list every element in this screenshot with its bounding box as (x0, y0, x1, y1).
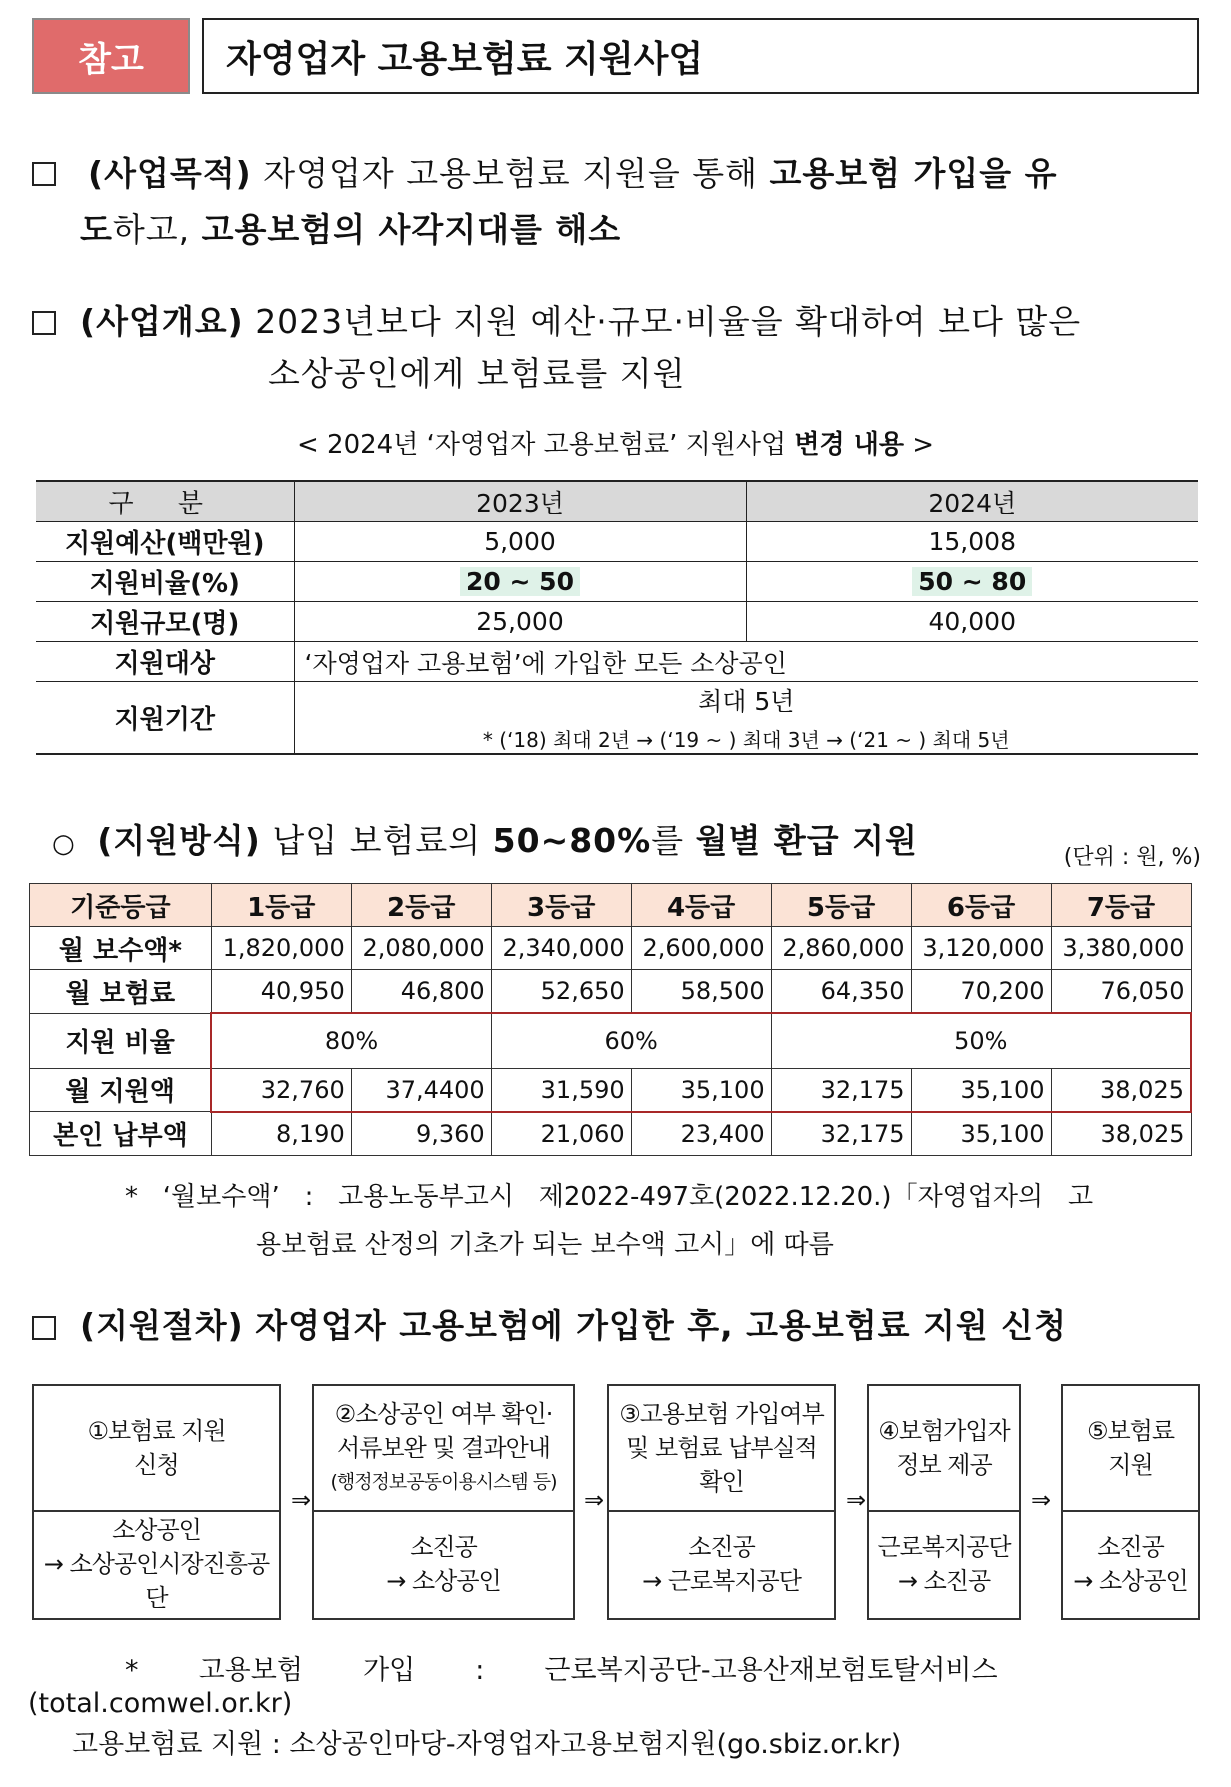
header-cell: 2등급 (351, 884, 491, 927)
table-row (36, 522, 1198, 562)
method-label: (지원방식) (97, 821, 261, 860)
method-line (52, 815, 918, 870)
row-label: 지원규모(명) (36, 602, 294, 642)
premium-cell: 40,950 (211, 970, 351, 1014)
table-row (36, 682, 1198, 755)
header-cell: 5등급 (771, 884, 911, 927)
salary-cell: 2,600,000 (631, 927, 771, 970)
flow-arrow-icon: ⇒ (1031, 1486, 1052, 1514)
flow-step-1 (32, 1384, 281, 1620)
caption-pre: < 2024년 ‘자영업자 고용보험료’ 지원사업 (296, 430, 787, 460)
flow-step-bottom (314, 1510, 573, 1618)
purpose-line1 (88, 148, 1203, 200)
selfpay-cell: 8,190 (211, 1112, 351, 1156)
salary-cell: 3,120,000 (911, 927, 1051, 970)
procedure-label: (지원절차) (80, 1306, 244, 1345)
caption-bold: 변경 내용 (794, 430, 904, 460)
row-label: 월 지원액 (30, 1068, 212, 1112)
support-cell: 32,760 (211, 1068, 351, 1112)
procedure-checkbox (32, 1316, 56, 1340)
cell-2024 (746, 562, 1198, 602)
selfpay-cell: 38,025 (1051, 1112, 1191, 1156)
cell-2024: 15,008 (746, 522, 1198, 562)
table-row (36, 602, 1198, 642)
purpose-text2: 하고, (112, 210, 191, 249)
target-value: ‘자영업자 고용보험’에 가입한 모든 소상공인 (294, 642, 1198, 682)
step-text: 확인 (699, 1468, 744, 1496)
footnote-links-line2: (total.comwel.or.kr) (28, 1688, 293, 1719)
flow-step-bottom (34, 1510, 279, 1618)
flow-step-5 (1061, 1384, 1200, 1620)
cell-2023: 25,000 (294, 602, 746, 642)
table-row (36, 642, 1198, 682)
purpose-text: 자영업자 고용보험료 지원을 통해 (263, 154, 758, 193)
overview-label: (사업개요) (80, 302, 244, 341)
header-cell: 6등급 (911, 884, 1051, 927)
flow-step-bottom (869, 1510, 1019, 1618)
salary-cell: 1,820,000 (211, 927, 351, 970)
table1-caption (0, 424, 1231, 461)
step-subtext: (행정정보공동이용시스템 등) (330, 1471, 557, 1493)
row-label: 월 보수액* (30, 927, 212, 970)
table-row (30, 1112, 1192, 1156)
step-actor: 소진공 (410, 1533, 477, 1561)
row-label: 본인 납부액 (30, 1112, 212, 1156)
table-row (30, 970, 1192, 1014)
overview-line1 (80, 296, 1205, 348)
header-cell: 1등급 (211, 884, 351, 927)
selfpay-cell: 35,100 (911, 1112, 1051, 1156)
step-text: 정보 제공 (896, 1451, 992, 1479)
header-cell: 4등급 (631, 884, 771, 927)
period-value: 최대 5년 (698, 687, 795, 716)
reference-tag: 참고 (32, 18, 190, 94)
step-actor: → 소상공인시장진흥공단 (43, 1550, 270, 1612)
selfpay-cell: 21,060 (491, 1112, 631, 1156)
caption-post: > (912, 430, 935, 460)
flow-arrow-icon: ⇒ (584, 1486, 605, 1514)
header-cell: 구 분 (36, 481, 294, 522)
period-note: * (‘18) 최대 2년 → (‘19 ~ ) 최대 3년 → (‘21 ~ ) 최대 5년 (482, 728, 1010, 752)
footnote-links-line3: 고용보험료 지원 : 소상공인마당-자영업자고용보험지원(go.sbiz.or.kr) (72, 1729, 902, 1760)
cell-2023: 5,000 (294, 522, 746, 562)
footnote-salary-line2: 용보험료 산정의 기초가 되는 보수액 고시」에 따름 (256, 1230, 834, 1260)
selfpay-cell: 32,175 (771, 1112, 911, 1156)
overview-line2: 소상공인에게 보험료를 지원 (268, 354, 686, 393)
unit-note: (단위 : 원, %) (1063, 845, 1201, 870)
period-cell (294, 682, 1198, 755)
table-row (30, 1013, 1192, 1068)
step-text: 서류보완 및 결과안내 (337, 1434, 550, 1462)
table-row (30, 927, 1192, 970)
salary-cell: 3,380,000 (1051, 927, 1191, 970)
row-label: 지원대상 (36, 642, 294, 682)
purpose-line2 (80, 204, 621, 256)
purpose-label: (사업목적) (88, 154, 252, 193)
bullet-icon: ○ (52, 829, 76, 859)
support-cell: 35,100 (911, 1068, 1051, 1112)
header-cell: 2023년 (294, 481, 746, 522)
step-text: 지원 (1108, 1451, 1153, 1479)
support-cell: 38,025 (1051, 1068, 1191, 1112)
flow-arrow-icon: ⇒ (291, 1486, 312, 1514)
step-actor: 소상공인 (112, 1516, 201, 1544)
cell-2023 (294, 562, 746, 602)
flow-step-3 (607, 1384, 836, 1620)
selfpay-cell: 9,360 (351, 1112, 491, 1156)
purpose-bold: 고용보험 가입을 유 (769, 154, 1058, 193)
flow-step-top (869, 1386, 1019, 1512)
flow-step-4 (867, 1384, 1021, 1620)
support-cell: 31,590 (491, 1068, 631, 1112)
procedure-line (80, 1300, 1067, 1352)
method-text2: 를 (651, 821, 685, 860)
step-actor: → 소상공인 (1073, 1567, 1188, 1595)
premium-cell: 70,200 (911, 970, 1051, 1014)
premium-cell: 58,500 (631, 970, 771, 1014)
step-actor: 근로복지공단 (877, 1533, 1011, 1561)
selfpay-cell: 23,400 (631, 1112, 771, 1156)
header-cell: 3등급 (491, 884, 631, 927)
row-label: 지원 비율 (30, 1013, 212, 1068)
premium-cell: 46,800 (351, 970, 491, 1014)
ratio-cell: 80% (211, 1013, 491, 1068)
flow-step-top (34, 1386, 279, 1512)
header-cell: 기준등급 (30, 884, 212, 927)
flow-step-bottom (1063, 1510, 1198, 1618)
table-row (36, 481, 1198, 522)
header-cell: 7등급 (1051, 884, 1191, 927)
table-row (36, 562, 1198, 602)
change-table (36, 480, 1198, 755)
row-label: 월 보험료 (30, 970, 212, 1014)
salary-cell: 2,860,000 (771, 927, 911, 970)
purpose-bold-a: 도 (80, 210, 113, 249)
overview-text1: 2023년보다 지원 예산·규모·비율을 확대하여 보다 많은 (255, 302, 1082, 341)
grade-table (29, 883, 1192, 1156)
step-text: ①보험료 지원 (87, 1417, 226, 1445)
table-row (30, 884, 1192, 927)
step-actor: → 소상공인 (386, 1567, 501, 1595)
flow-step-top (1063, 1386, 1198, 1512)
row-label: 지원기간 (36, 682, 294, 755)
table-row (30, 1068, 1192, 1112)
purpose-checkbox (32, 162, 56, 186)
step-actor: → 소진공 (897, 1567, 991, 1595)
method-text: 납입 보험료의 (272, 821, 482, 860)
flow-step-2 (312, 1384, 575, 1620)
cell-2024: 40,000 (746, 602, 1198, 642)
step-text: 신청 (134, 1451, 179, 1479)
support-cell: 37,4400 (351, 1068, 491, 1112)
support-cell: 32,175 (771, 1068, 911, 1112)
flow-step-bottom (609, 1510, 834, 1618)
premium-cell: 52,650 (491, 970, 631, 1014)
premium-cell: 76,050 (1051, 970, 1191, 1014)
step-actor: 소진공 (688, 1533, 755, 1561)
step-actor: 소진공 (1097, 1533, 1164, 1561)
step-text: ⑤보험료 (1086, 1417, 1175, 1445)
method-bold: 월별 환급 지원 (695, 821, 918, 860)
row-label: 지원예산(백만원) (36, 522, 294, 562)
ratio-cell: 60% (491, 1013, 771, 1068)
highlight-2023: 20 ~ 50 (460, 567, 580, 596)
step-text: ④보험가입자 (878, 1417, 1010, 1445)
footnote-salary-line1: * ‘월보수액’ : 고용노동부고시 제2022-497호(2022.12.20.)「자영업자의 고 (125, 1182, 1094, 1212)
flow-step-top (314, 1386, 573, 1512)
flow-arrow-icon: ⇒ (846, 1486, 867, 1514)
step-text: ③고용보험 가입여부 (619, 1400, 824, 1428)
footnote-links-line1: * 고용보험 가입 : 근로복지공단-고용산재보험토탈서비스 (125, 1655, 998, 1686)
method-percent: 50~80% (492, 821, 652, 860)
purpose-bold-b: 고용보험의 사각지대를 해소 (201, 210, 622, 249)
ratio-cell: 50% (771, 1013, 1191, 1068)
flow-step-top (609, 1386, 834, 1512)
highlight-2024: 50 ~ 80 (912, 567, 1032, 596)
row-label: 지원비율(%) (36, 562, 294, 602)
support-cell: 35,100 (631, 1068, 771, 1112)
page-title: 자영업자 고용보험료 지원사업 (202, 18, 1199, 94)
step-actor: → 근로복지공단 (642, 1567, 801, 1595)
step-text: 및 보험료 납부실적 (626, 1434, 817, 1462)
overview-checkbox (32, 311, 56, 335)
salary-cell: 2,080,000 (351, 927, 491, 970)
step-text: ②소상공인 여부 확인· (334, 1400, 553, 1428)
premium-cell: 64,350 (771, 970, 911, 1014)
procedure-text: 자영업자 고용보험에 가입한 후, 고용보험료 지원 신청 (255, 1306, 1067, 1345)
header-cell: 2024년 (746, 481, 1198, 522)
salary-cell: 2,340,000 (491, 927, 631, 970)
